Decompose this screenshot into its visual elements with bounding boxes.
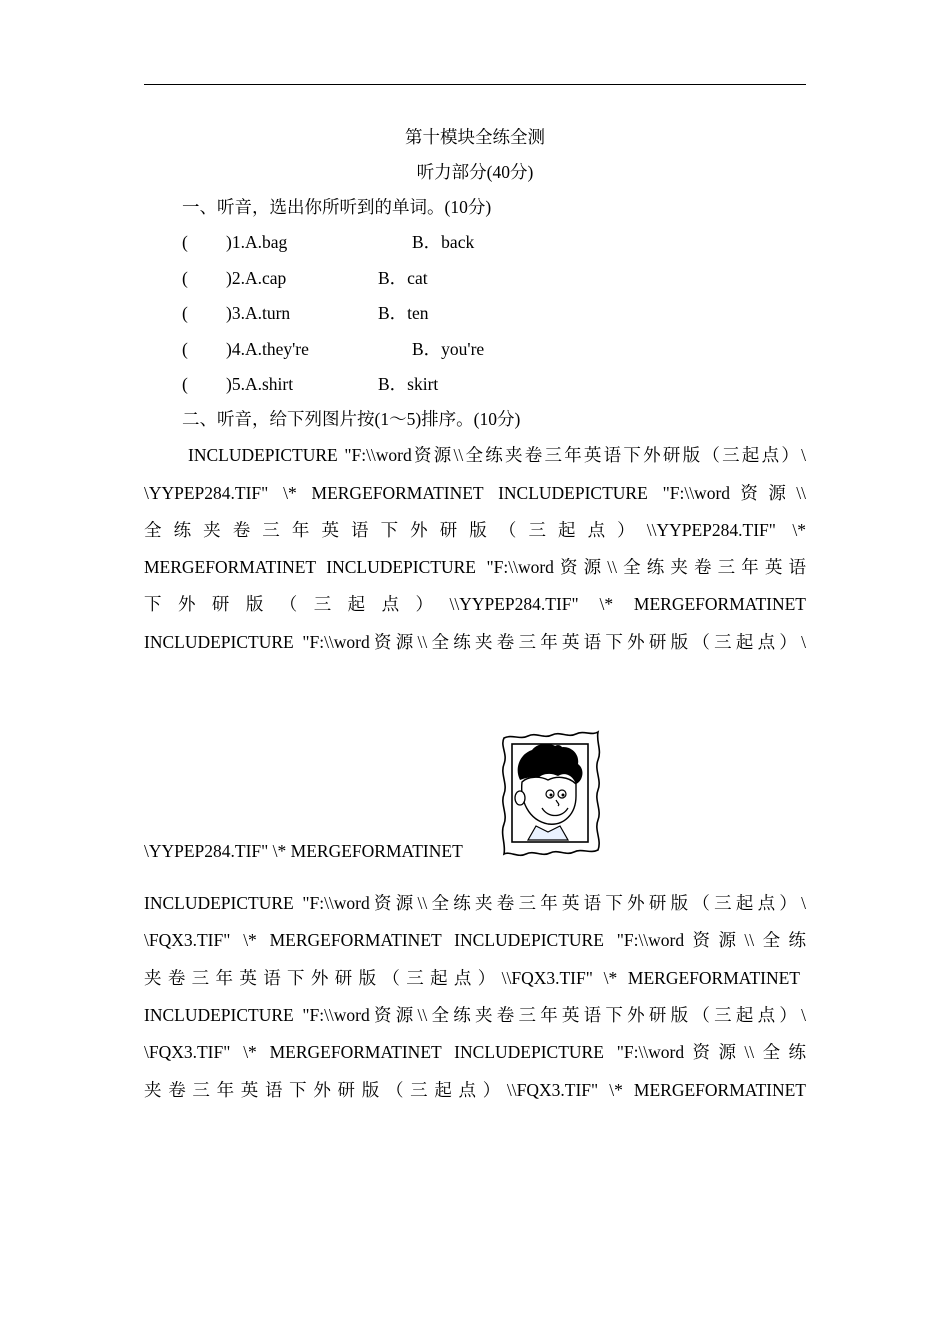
page-subtitle: 听力部分(40分) [416,162,534,182]
field-code-line: INCLUDEPICTURE "F:\\word资源\\全练夹卷三年英语下外研版（三起点）\ [144,893,806,913]
option-b: B．skirt [378,374,439,394]
option-a: )4.A.they're [226,339,309,359]
answer-paren[interactable]: ( [182,268,188,288]
option-b: B．back [412,232,475,252]
option-b: B．you're [412,339,485,359]
answer-paren[interactable]: ( [182,303,188,323]
option-a: )3.A.turn [226,303,291,323]
field-code-line: 夹卷三年英语下外研版（三起点）\\FQX3.TIF" \* MERGEFORMATINET [144,968,800,988]
answer-paren[interactable]: ( [182,339,188,359]
answer-paren[interactable]: ( [182,232,188,252]
section1-heading: 一、听音，选出你所听到的单词。(10分) [182,197,492,217]
field-code-line: 夹卷三年英语下外研版（三起点）\\FQX3.TIF" \* MERGEFORMATINET [144,1080,806,1100]
field-code-line: INCLUDEPICTURE "F:\\word资源\\全练夹卷三年英语下外研版（三起点）\ [144,632,806,652]
field-code-line: MERGEFORMATINET INCLUDEPICTURE "F:\\word资源\\全练夹卷三年英语 [144,557,806,577]
option-a: )5.A.shirt [226,374,294,394]
field-code-line: \YYPEP284.TIF" \* MERGEFORMATINET [144,841,463,861]
option-a: )2.A.cap [226,268,287,288]
field-code-line: INCLUDEPICTURE "F:\\word资源\\全练夹卷三年英语下外研版（三起点）\ [144,1005,806,1025]
field-code-line: \YYPEP284.TIF" \* MERGEFORMATINET INCLUDEPICTURE "F:\\word资源\\ [144,483,806,503]
header-rule [144,84,806,85]
section2-heading: 二、听音，给下列图片按(1～5)排序。(10分) [182,409,521,429]
boy-portrait-picture [498,728,602,858]
page-title: 第十模块全练全测 [405,127,545,147]
option-b: B．cat [378,268,428,288]
answer-paren[interactable]: ( [182,374,188,394]
field-code-line: \FQX3.TIF" \* MERGEFORMATINET INCLUDEPICTURE "F:\\word资源\\全练 [144,930,806,950]
field-code-line: 全练夹卷三年英语下外研版（三起点）\\YYPEP284.TIF" \* [144,520,806,540]
option-a: )1.A.bag [226,232,288,252]
field-code-line: INCLUDEPICTURE "F:\\word资源\\全练夹卷三年英语下外研版（三起点）\ [188,445,806,465]
field-code-line: 下外研版（三起点）\\YYPEP284.TIF" \* MERGEFORMATINET [144,594,806,614]
option-b: B．ten [378,303,429,323]
field-code-line: \FQX3.TIF" \* MERGEFORMATINET INCLUDEPICTURE "F:\\word资源\\全练 [144,1042,806,1062]
